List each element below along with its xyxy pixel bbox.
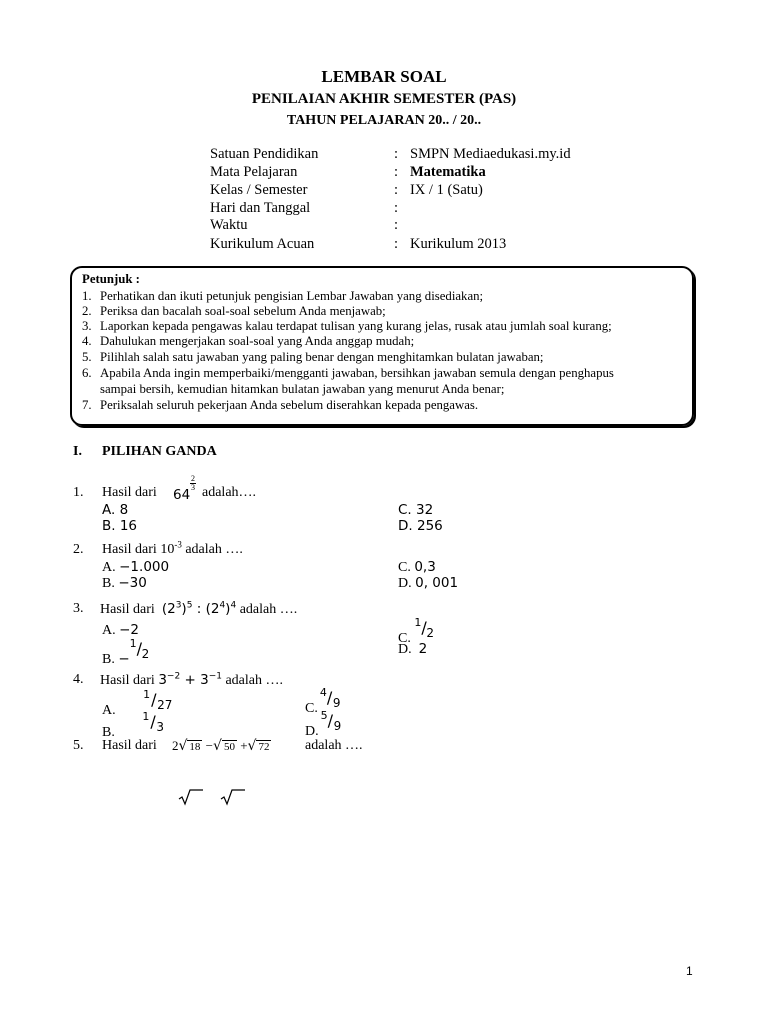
denominator: 27 (157, 698, 173, 712)
info-label-subject: Mata Pelajaran (210, 164, 298, 180)
option-label: D. (398, 642, 412, 657)
numerator: 1 (143, 688, 151, 701)
expr-part: : (2 (192, 601, 220, 617)
page-title: LEMBAR SOAL (321, 67, 447, 86)
sqrt-icon (178, 788, 204, 806)
exponent: 5 (186, 600, 193, 611)
instruction-text: Periksa dan bacalah soal-soal sebelum Anda menjawab; (100, 304, 386, 318)
denominator: 3 (156, 720, 164, 734)
fraction-slash: / (150, 712, 156, 731)
option-label: B. (102, 725, 115, 740)
numerator: 5 (320, 709, 328, 722)
fraction-slash: / (327, 711, 334, 730)
coefficient: 2 (172, 738, 179, 753)
info-value-class: IX / 1 (Satu) (410, 182, 483, 198)
empty-sqrt-icon (220, 788, 246, 811)
instruction-num: 3. (82, 319, 92, 333)
exponent: −1 (208, 671, 222, 682)
option-b[interactable] (102, 637, 154, 668)
question-text: Hasil dari (102, 485, 157, 500)
fraction (118, 710, 164, 736)
exponent: 4 (230, 600, 237, 611)
fraction-slash: / (326, 688, 333, 707)
info-value-curriculum: Kurikulum 2013 (410, 236, 507, 252)
operator: − (205, 738, 214, 753)
expression (158, 672, 222, 688)
radicand: 50 (223, 741, 235, 753)
empty-sqrt-icon (178, 788, 204, 811)
question-number: 1. (73, 485, 84, 500)
instruction-num: 4. (82, 334, 92, 348)
info-value-school: SMPN Mediaedukasi.my.id (410, 146, 571, 162)
instruction-text: Perhatikan dan ikuti petunjuk pengisian Lembar Jawaban yang disediakan; (100, 289, 484, 303)
option-label: D. (398, 576, 412, 591)
question-number: 3. (73, 601, 84, 616)
exponent-denominator: 3 (191, 483, 195, 492)
expr-part: (2 (161, 601, 176, 617)
option-label: B. (102, 652, 115, 667)
question-suffix: adalah …. (181, 542, 243, 557)
q1-base: 64 (173, 487, 191, 503)
q1-exponent (190, 475, 196, 492)
section-number: I. (73, 444, 82, 459)
instructions-title: Petunjuk : (82, 272, 140, 286)
option-label: A. (102, 623, 116, 638)
question-prefix: Hasil dari (100, 602, 155, 617)
option-value: 0, 001 (415, 575, 459, 591)
instruction-text: Pilihlah salah satu jawaban yang paling benar dengan menghitamkan bulatan jawaban; (100, 350, 544, 364)
option-label: A. (102, 560, 116, 575)
question-suffix: adalah …. (236, 602, 298, 617)
question-number: 2. (73, 542, 84, 557)
instruction-text: sampai bersih, kemudian hitamkan bulatan jawaban yang menurut Anda benar; (100, 382, 505, 396)
radical-expression (172, 738, 271, 754)
question-text: Hasil dari (102, 738, 157, 753)
info-label-time: Waktu (210, 217, 248, 233)
option-d[interactable] (305, 709, 343, 740)
info-value-subject: Matematika (410, 164, 486, 180)
info-label-curriculum: Kurikulum Acuan (210, 236, 315, 252)
academic-year: TAHUN PELAJARAN 20.. / 20.. (286, 113, 482, 128)
fraction-slash: / (136, 639, 143, 658)
option-value: 2 (418, 641, 428, 657)
option-a[interactable] (102, 559, 169, 576)
info-colon: : (394, 146, 399, 162)
numerator: 1 (129, 637, 137, 650)
option-c[interactable] (398, 559, 436, 576)
question-prefix: Hasil dari 10 (102, 542, 175, 557)
fraction (129, 637, 154, 663)
instruction-num: 2. (82, 304, 92, 318)
option-d[interactable] (398, 575, 458, 592)
fraction (414, 616, 438, 642)
sqrt-icon (220, 788, 246, 806)
denominator: 2 (426, 626, 434, 640)
question-text (102, 539, 243, 558)
info-colon: : (394, 236, 399, 252)
option-label: C. (398, 631, 411, 646)
option-value: 0,3 (414, 559, 436, 575)
info-colon: : (394, 182, 399, 198)
question-suffix: adalah…. (202, 485, 257, 500)
option-value: −30 (118, 575, 147, 591)
exponent: 4 (219, 600, 226, 611)
denominator: 9 (332, 696, 341, 710)
info-label-date: Hari dan Tanggal (210, 200, 311, 216)
option-label: C. (305, 701, 318, 716)
exponent-numerator: 2 (191, 474, 195, 483)
radicand: 18 (189, 741, 201, 753)
option-c[interactable]: C. 32 (398, 502, 434, 518)
option-value: −2 (119, 622, 140, 638)
option-label: D. (305, 724, 319, 739)
question-prefix: Hasil dari (100, 673, 155, 688)
exponent: −2 (166, 671, 181, 682)
info-colon: : (394, 164, 399, 180)
option-value: −1.000 (119, 559, 170, 575)
expression (162, 601, 236, 617)
operator: + (240, 738, 248, 753)
instruction-num: 1. (82, 289, 92, 303)
section-title: PILIHAN GANDA (102, 444, 217, 459)
question-number: 5. (73, 738, 84, 753)
question-suffix: adalah …. (305, 738, 363, 753)
page-number: 1 (686, 964, 693, 978)
info-label-class: Kelas / Semester (210, 182, 308, 198)
instruction-text: Periksalah seluruh pekerjaan Anda sebelum diserahkan kepada pengawas. (100, 398, 479, 412)
exponent: -3 (174, 539, 182, 550)
option-label: A. (102, 703, 116, 718)
radicand: 72 (258, 741, 270, 753)
question-suffix: adalah …. (221, 673, 283, 688)
question-text (100, 601, 297, 618)
sqrt-icon: √ (213, 738, 222, 754)
option-d[interactable]: D. 256 (398, 518, 443, 534)
exam-subtitle: PENILAIAN AKHIR SEMESTER (PAS) (251, 91, 517, 107)
minus-sign: − (118, 651, 130, 667)
fraction-slash: / (151, 690, 157, 709)
instruction-text: Dahulukan mengerjakan soal-soal yang Anda anggap mudah; (100, 334, 415, 348)
expr-part: ) (181, 601, 187, 617)
expr-part: 3 (158, 672, 167, 688)
numerator: 4 (319, 686, 327, 699)
option-label: B. (102, 576, 115, 591)
option-b[interactable] (102, 575, 147, 592)
fraction-slash: / (421, 618, 427, 637)
exponent: 3 (175, 600, 182, 611)
denominator: 2 (141, 647, 150, 661)
instruction-text: Laporkan kepada pengawas kalau terdapat tulisan yang kurang jelas, rusak atau jumlah soal kurang; (100, 319, 612, 333)
instruction-num: 7. (82, 398, 92, 412)
instruction-num: 6. (82, 366, 92, 380)
info-colon: : (394, 200, 399, 216)
numerator: 1 (142, 710, 150, 723)
sqrt-icon: √ (178, 738, 188, 754)
expr-part: + 3 (180, 672, 209, 688)
expr-part: ) (225, 601, 231, 617)
instruction-num: 5. (82, 350, 92, 364)
option-a[interactable]: A. 8 (102, 502, 129, 518)
numerator: 1 (414, 616, 422, 629)
sqrt-icon: √ (247, 738, 257, 754)
question-text (100, 672, 283, 689)
question-number: 4. (73, 672, 84, 687)
info-label-school: Satuan Pendidikan (210, 146, 319, 162)
option-d[interactable] (398, 641, 427, 658)
option-label: C. (398, 560, 411, 575)
fraction (319, 709, 343, 735)
info-colon: : (394, 217, 399, 233)
instruction-text: Apabila Anda ingin memperbaiki/mengganti jawaban, bersihkan jawaban semula dengan penghapus (100, 366, 614, 380)
option-b[interactable]: B. 16 (102, 518, 138, 534)
denominator: 9 (333, 719, 342, 733)
